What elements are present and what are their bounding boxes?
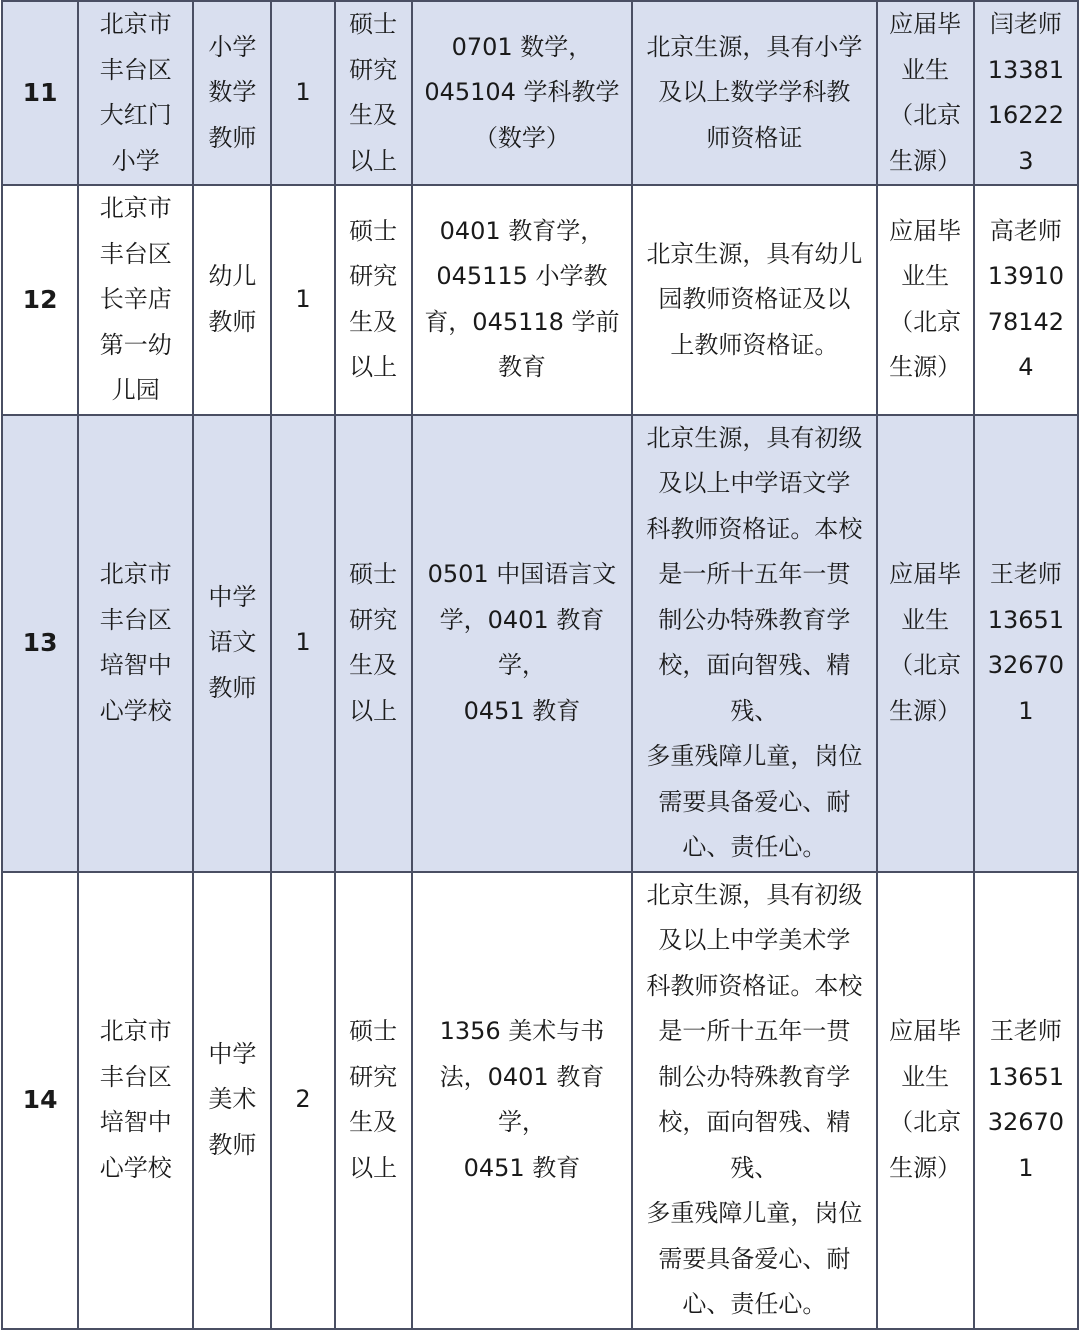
major-requirement: 0701 数学， 045104 学科教学 （数学） (412, 1, 632, 185)
table-row (2, 415, 1078, 872)
hire-count: 1 (271, 415, 334, 872)
contact-info: 王老师 13651 32670 1 (974, 415, 1078, 872)
applicant-source: 应届毕 业生 （北京 生源） (877, 415, 974, 872)
employer-unit: 北京市 丰台区 大红门 小学 (78, 1, 193, 185)
employer-unit: 北京市 丰台区 长辛店 第一幼 儿园 (78, 185, 193, 415)
position-name: 幼儿 教师 (193, 185, 271, 415)
row-number: 11 (2, 1, 78, 185)
education-level: 硕士 研究 生及 以上 (335, 185, 412, 415)
row-number: 13 (2, 415, 78, 872)
contact-info: 闫老师 13381 16222 3 (974, 1, 1078, 185)
hire-count: 1 (271, 185, 334, 415)
other-requirement: 北京生源，具有初级 及以上中学语文学 科教师资格证。本校 是一所十五年一贯 制公办特殊教育学 校，面向智残、精残、 多重残障儿童，岗位 需要具备爱心、耐 心、责任心。 (632, 415, 876, 872)
table-row (2, 1, 1078, 185)
row-number: 12 (2, 185, 78, 415)
contact-info: 高老师 13910 78142 4 (974, 185, 1078, 415)
employer-unit: 北京市 丰台区 培智中 心学校 (78, 872, 193, 1329)
other-requirement: 北京生源，具有小学 及以上数学学科教 师资格证 (632, 1, 876, 185)
position-name: 小学 数学 教师 (193, 1, 271, 185)
education-level: 硕士 研究 生及 以上 (335, 415, 412, 872)
recruitment-table (1, 0, 1079, 1330)
other-requirement: 北京生源，具有幼儿 园教师资格证及以 上教师资格证。 (632, 185, 876, 415)
position-name: 中学 美术 教师 (193, 872, 271, 1329)
table-row (2, 185, 1078, 415)
table-row (2, 872, 1078, 1329)
applicant-source: 应届毕 业生 （北京 生源） (877, 872, 974, 1329)
major-requirement: 1356 美术与书 法，0401 教育学， 0451 教育 (412, 872, 632, 1329)
education-level: 硕士 研究 生及 以上 (335, 1, 412, 185)
hire-count: 2 (271, 872, 334, 1329)
employer-unit: 北京市 丰台区 培智中 心学校 (78, 415, 193, 872)
education-level: 硕士 研究 生及 以上 (335, 872, 412, 1329)
position-name: 中学 语文 教师 (193, 415, 271, 872)
other-requirement: 北京生源，具有初级 及以上中学美术学 科教师资格证。本校 是一所十五年一贯 制公办特殊教育学 校，面向智残、精残、 多重残障儿童，岗位 需要具备爱心、耐 心、责任心。 (632, 872, 876, 1329)
major-requirement: 0401 教育学， 045115 小学教 育，045118 学前 教育 (412, 185, 632, 415)
hire-count: 1 (271, 1, 334, 185)
contact-info: 王老师 13651 32670 1 (974, 872, 1078, 1329)
row-number: 14 (2, 872, 78, 1329)
applicant-source: 应届毕 业生 （北京 生源） (877, 1, 974, 185)
applicant-source: 应届毕 业生 （北京 生源） (877, 185, 974, 415)
major-requirement: 0501 中国语言文 学，0401 教育学， 0451 教育 (412, 415, 632, 872)
